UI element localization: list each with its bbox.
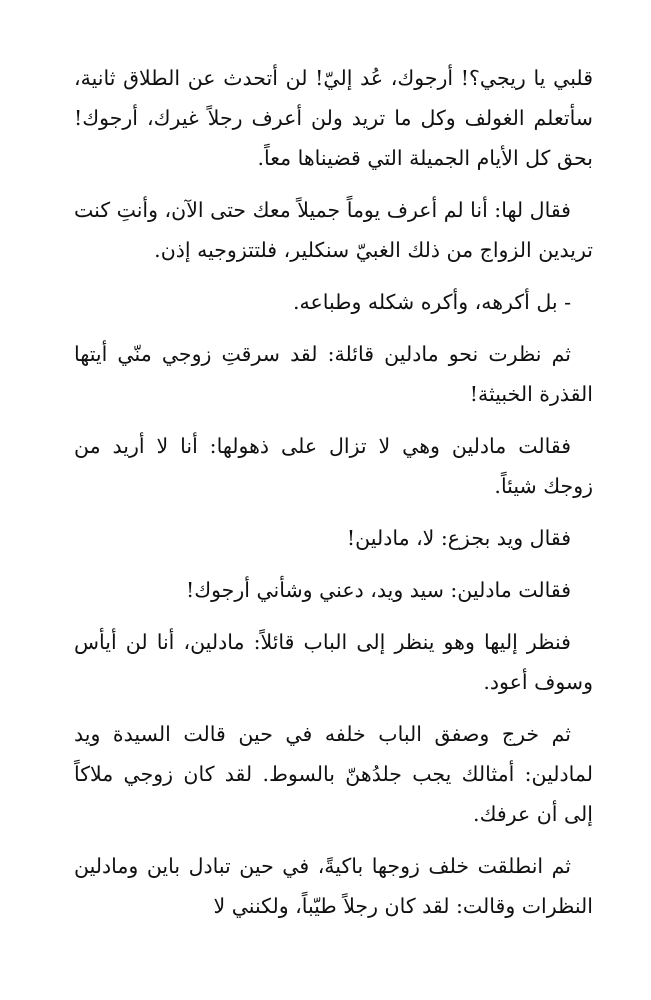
- paragraph-1: قلبي يا ريجي؟! أرجوك، عُد إليّ! لن أتحدث عن الطلاق ثانية، سأتعلم الغولف وكل ما تريد ولن أعرف رجلاً غيرك، أرجوك! بحق كل الأيام الجميلة التي قضيناها معاً.: [74, 66, 593, 170]
- paragraph-6: فقال ويد بجزع: لا، مادلين!: [346, 526, 571, 550]
- paragraph-4: ثم نظرت نحو مادلين قائلة: لقد سرقتِ زوجي منّي أيتها القذرة الخبيثة!: [74, 342, 593, 406]
- paragraph-5: فقالت مادلين وهي لا تزال على ذهولها: أنا لا أريد من زوجك شيئاً.: [74, 434, 593, 498]
- paragraph-2: فقال لها: أنا لم أعرف يوماً جميلاً معك حتى الآن، وأنتِ كنت تريدين الزواج من ذلك الغبيّ سنكلير، فلتتزوجيه إذن.: [74, 198, 593, 262]
- paragraph-9: ثم خرج وصفق الباب خلفه في حين قالت السيدة ويد لمادلين: أمثالك يجب جلدُهنّ بالسوط. لقد كان زوجي ملاكاً إلى أن عرفك.: [74, 722, 593, 826]
- paragraph-3: - بل أكرهه، وأكره شكله وطباعه.: [293, 290, 571, 314]
- paragraph-10: ثم انطلقت خلف زوجها باكيةً، في حين تبادل باين ومادلين النظرات وقالت: لقد كان رجلاً طيّباً، ولكنني لا: [74, 854, 593, 918]
- paragraph-8: فنظر إليها وهو ينظر إلى الباب قائلاً: مادلين، أنا لن أيأس وسوف أعود.: [74, 630, 593, 694]
- paragraph-7: فقالت مادلين: سيد ويد، دعني وشأني أرجوك!: [185, 578, 571, 602]
